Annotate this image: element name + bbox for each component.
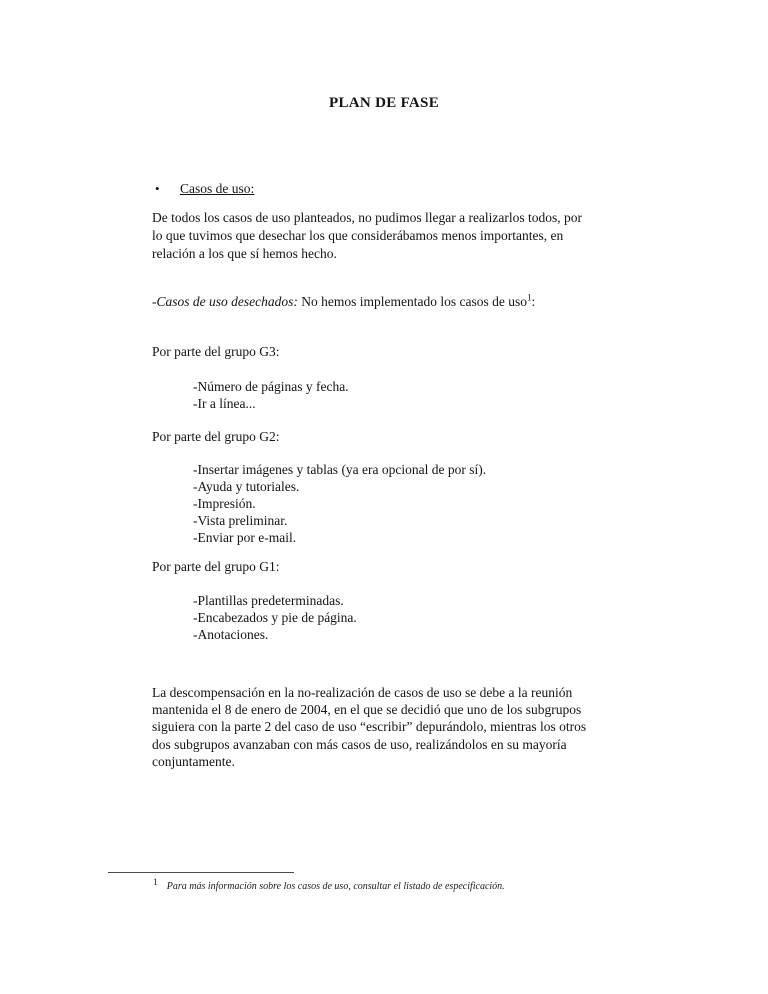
- discarded-tail: :: [531, 294, 536, 309]
- list-item: -Impresión.: [193, 496, 256, 511]
- paragraph-line: conjuntamente.: [152, 753, 235, 769]
- list-item: -Ir a línea...: [193, 396, 256, 411]
- discarded-text: No hemos implementado los casos de uso: [297, 294, 527, 309]
- paragraph-intro: [152, 209, 582, 263]
- list-item: -Anotaciones.: [193, 627, 269, 642]
- discarded-lead-italic: -Casos de uso desechados:: [152, 294, 298, 309]
- footnote-text: Para más información sobre los casos de uso, consultar el listado de especificación.: [166, 881, 505, 892]
- document-title: PLAN DE FASE: [329, 95, 439, 111]
- paragraph-line: mantenida el 8 de enero de 2004, en el que se decidió que uno de los subgrupos: [152, 702, 582, 718]
- group-label-g2: Por parte del grupo G2:: [152, 429, 280, 444]
- footnote-reference: 1: [526, 292, 532, 303]
- group-label-g3: Por parte del grupo G3:: [152, 344, 280, 359]
- list-item: -Enviar por e-mail.: [193, 530, 297, 545]
- list-item: -Plantillas predeterminadas.: [193, 593, 344, 608]
- footnote-separator: [108, 872, 294, 873]
- paragraph-closing: [152, 684, 586, 770]
- paragraph-line: lo que tuvimos que desechar los que considerábamos menos importantes, en: [152, 228, 564, 243]
- footnote: [153, 877, 505, 892]
- list-item: -Número de páginas y fecha.: [193, 379, 349, 394]
- group-label-g1: Por parte del grupo G1:: [152, 559, 280, 574]
- paragraph-line: dos subgrupos avanzaban con más casos de uso, realizándolos en su mayoría: [152, 736, 567, 752]
- paragraph-line: relación a los que sí hemos hecho.: [152, 246, 337, 261]
- bullet-icon: •: [155, 181, 160, 196]
- paragraph-line: De todos los casos de uso planteados, no pudimos llegar a realizarlos todos, por: [152, 210, 583, 225]
- section-bullet-line: [155, 181, 254, 197]
- group-items-g3: [193, 378, 349, 412]
- group-items-g2: [193, 461, 486, 546]
- paragraph-line: La descompensación en la no-realización de casos de uso se debe a la reunión: [152, 685, 573, 700]
- list-item: -Encabezados y pie de página.: [193, 610, 357, 625]
- paragraph-line: siguiera con la parte 2 del caso de uso “escribir” depurándolo, mientras los otros: [152, 719, 587, 735]
- group-items-g1: [193, 592, 357, 643]
- list-item: -Vista preliminar.: [193, 513, 288, 528]
- list-item: -Insertar imágenes y tablas (ya era opcional de por sí).: [193, 462, 487, 477]
- discarded-use-cases-line: [152, 294, 535, 310]
- section-heading: Casos de uso:: [180, 181, 255, 196]
- list-item: -Ayuda y tutoriales.: [193, 479, 300, 494]
- footnote-marker: 1: [153, 877, 158, 888]
